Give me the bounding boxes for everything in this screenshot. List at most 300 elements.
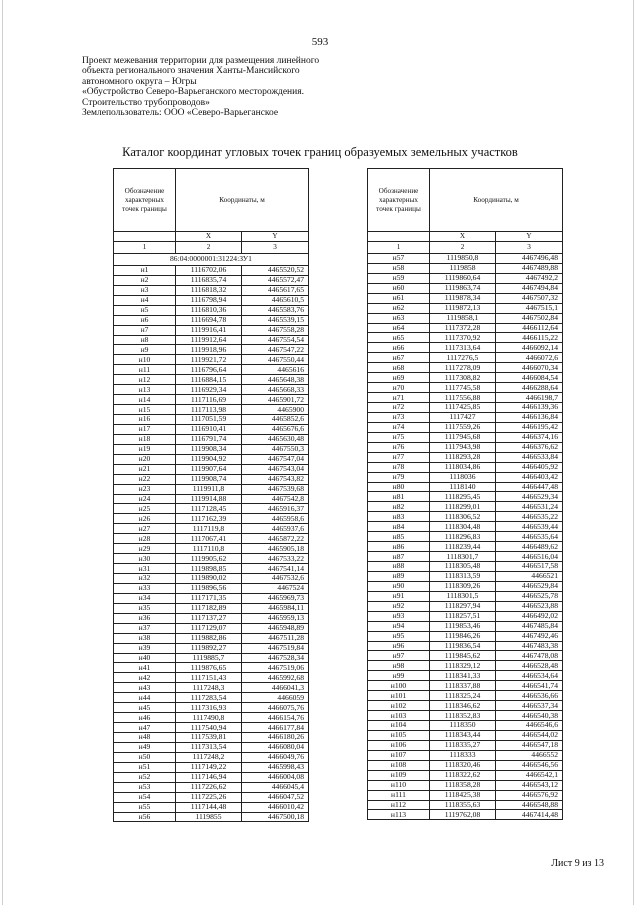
table-row — [114, 275, 309, 285]
table-row — [368, 303, 563, 313]
point-cell: н70 — [368, 383, 430, 393]
y-cell: 4466112,64 — [496, 323, 563, 333]
x-cell: 1119907,64 — [176, 464, 242, 474]
column-number: 2 — [430, 241, 496, 253]
point-cell: н3 — [114, 285, 176, 295]
coords-column-header: Координаты, м — [176, 169, 309, 232]
y-cell: 4466075,76 — [242, 703, 309, 713]
x-cell: 1117146,94 — [176, 772, 242, 782]
table-row — [114, 415, 309, 425]
table-row — [368, 721, 563, 731]
y-cell: 4467502,84 — [496, 313, 563, 323]
point-cell: н62 — [368, 303, 430, 313]
y-cell: 4466539,44 — [496, 522, 563, 532]
table-row — [368, 353, 563, 363]
x-cell: 1118305,48 — [430, 562, 496, 572]
x-cell: 1117556,88 — [430, 393, 496, 403]
x-cell: 1118295,45 — [430, 492, 496, 502]
x-cell: 1119858,1 — [430, 313, 496, 323]
x-cell: 1117149,22 — [176, 762, 242, 772]
table-row — [368, 661, 563, 671]
table-row — [114, 375, 309, 385]
y-cell: 4466489,62 — [496, 542, 563, 552]
table-row — [368, 502, 563, 512]
x-cell: 1117427 — [430, 412, 496, 422]
table-row — [114, 772, 309, 782]
y-cell: 4466049,76 — [242, 752, 309, 762]
point-cell: н29 — [114, 544, 176, 554]
y-cell: 4467519,06 — [242, 663, 309, 673]
point-cell: н76 — [368, 442, 430, 452]
table-row — [114, 653, 309, 663]
y-cell: 4466195,42 — [496, 422, 563, 432]
y-cell: 4466529,34 — [496, 492, 563, 502]
table-row — [368, 403, 563, 413]
x-cell: 1119846,26 — [430, 631, 496, 641]
y-cell: 4466536,66 — [496, 691, 563, 701]
y-cell: 4467489,88 — [496, 263, 563, 273]
y-cell: 4465998,43 — [242, 762, 309, 772]
point-cell: н112 — [368, 800, 430, 810]
table-row — [368, 631, 563, 641]
x-cell: 1118425,38 — [430, 790, 496, 800]
point-cell: н36 — [114, 613, 176, 623]
y-cell: 4466542,1 — [496, 770, 563, 780]
x-cell: 1119908,74 — [176, 474, 242, 484]
point-cell: н24 — [114, 494, 176, 504]
table-row — [114, 385, 309, 395]
point-cell: н26 — [114, 514, 176, 524]
point-cell: н30 — [114, 554, 176, 564]
y-cell: 4467507,32 — [496, 293, 563, 303]
x-cell: 1119878,34 — [430, 293, 496, 303]
point-cell: н12 — [114, 375, 176, 385]
x-cell: 1117276,5 — [430, 353, 496, 363]
table-row — [368, 412, 563, 422]
point-cell: н52 — [114, 772, 176, 782]
table-row — [114, 395, 309, 405]
point-cell: н110 — [368, 780, 430, 790]
point-cell: н92 — [368, 601, 430, 611]
table-row — [114, 454, 309, 464]
y-cell: 4465668,33 — [242, 385, 309, 395]
x-cell: 1118034,86 — [430, 462, 496, 472]
point-cell: н15 — [114, 405, 176, 415]
point-cell: н14 — [114, 395, 176, 405]
table-row — [368, 522, 563, 532]
y-cell: 4467496,48 — [496, 253, 563, 263]
y-cell: 4466447,48 — [496, 482, 563, 492]
point-cell: н16 — [114, 415, 176, 425]
point-cell: н4 — [114, 295, 176, 305]
table-row — [368, 581, 563, 591]
table-row — [368, 393, 563, 403]
y-column-header: Y — [242, 232, 309, 242]
table-row — [368, 671, 563, 681]
x-cell: 1119850,8 — [430, 253, 496, 263]
coordinates-table-left — [113, 168, 309, 822]
point-cell: н43 — [114, 683, 176, 693]
page-number: 593 — [311, 36, 329, 48]
point-cell: н27 — [114, 524, 176, 534]
table-row — [114, 315, 309, 325]
y-cell: 4467515,1 — [496, 303, 563, 313]
x-cell: 1118297,94 — [430, 601, 496, 611]
y-cell: 4466288,64 — [496, 383, 563, 393]
point-cell: н90 — [368, 581, 430, 591]
y-cell: 4467533,22 — [242, 554, 309, 564]
point-cell: н5 — [114, 305, 176, 315]
x-cell: 1119896,56 — [176, 583, 242, 593]
x-cell: 1118322,62 — [430, 770, 496, 780]
table-row — [368, 432, 563, 442]
table-row — [368, 571, 563, 581]
table-row — [368, 452, 563, 462]
point-cell: н69 — [368, 373, 430, 383]
x-cell: 1119892,27 — [176, 643, 242, 653]
column-number: 1 — [368, 241, 430, 253]
page-edge-right — [633, 0, 634, 905]
point-cell: н91 — [368, 591, 430, 601]
table-row — [368, 323, 563, 333]
table-row — [114, 693, 309, 703]
y-cell: 4466376,62 — [496, 442, 563, 452]
table-row — [114, 613, 309, 623]
point-cell: н105 — [368, 730, 430, 740]
table-row — [114, 583, 309, 593]
y-cell: 4466010,42 — [242, 802, 309, 812]
y-cell: 4467414,48 — [496, 810, 563, 820]
point-cell: н83 — [368, 512, 430, 522]
table-row — [114, 564, 309, 574]
y-cell: 4467541,14 — [242, 564, 309, 574]
table-body-left — [114, 265, 309, 822]
x-cell: 1118325,24 — [430, 691, 496, 701]
x-cell: 1118306,52 — [430, 512, 496, 522]
y-cell: 4466525,78 — [496, 591, 563, 601]
point-cell: н13 — [114, 385, 176, 395]
header-empty-cell — [114, 232, 176, 242]
y-cell: 4466084,54 — [496, 373, 563, 383]
point-cell: н50 — [114, 752, 176, 762]
y-cell: 4466533,84 — [496, 452, 563, 462]
y-cell: 4466045,4 — [242, 782, 309, 792]
y-cell: 4467485,84 — [496, 621, 563, 631]
point-cell: н58 — [368, 263, 430, 273]
point-cell: н42 — [114, 673, 176, 683]
point-cell: н64 — [368, 323, 430, 333]
table-row — [368, 333, 563, 343]
point-cell: н28 — [114, 534, 176, 544]
x-cell: 1117144,48 — [176, 802, 242, 812]
header-line: Землепользователь: ООО «Северо-Варьеганское — [82, 108, 279, 119]
point-cell: н87 — [368, 552, 430, 562]
x-cell: 1118337,88 — [430, 681, 496, 691]
y-cell: 4465958,6 — [242, 514, 309, 524]
y-cell: 4466535,64 — [496, 532, 563, 542]
table-row — [114, 673, 309, 683]
table-row — [368, 641, 563, 651]
y-cell: 4466537,34 — [496, 701, 563, 711]
point-cell: н82 — [368, 502, 430, 512]
table-row — [368, 730, 563, 740]
table-row — [114, 792, 309, 802]
y-cell: 4465676,6 — [242, 424, 309, 434]
y-cell: 4465969,73 — [242, 593, 309, 603]
point-cell: н6 — [114, 315, 176, 325]
y-cell: 4467492,2 — [496, 273, 563, 283]
x-cell: 1117128,45 — [176, 504, 242, 514]
table-row — [114, 464, 309, 474]
table-body-right — [368, 253, 563, 819]
point-cell: н60 — [368, 283, 430, 293]
y-cell: 4467478,08 — [496, 651, 563, 661]
table-row — [114, 752, 309, 762]
table-row — [114, 574, 309, 584]
x-cell: 1116835,74 — [176, 275, 242, 285]
y-cell: 4465900 — [242, 405, 309, 415]
x-cell: 1119904,92 — [176, 454, 242, 464]
table-row — [368, 363, 563, 373]
x-cell: 1118355,63 — [430, 800, 496, 810]
x-cell: 1117119,8 — [176, 524, 242, 534]
x-cell: 1118320,46 — [430, 760, 496, 770]
x-cell: 1117067,41 — [176, 534, 242, 544]
table-row — [114, 265, 309, 275]
y-column-header: Y — [496, 232, 563, 242]
point-cell: н94 — [368, 621, 430, 631]
table-row — [114, 593, 309, 603]
y-cell: 4465520,52 — [242, 265, 309, 275]
table-row — [114, 514, 309, 524]
y-cell: 4466534,64 — [496, 671, 563, 681]
x-cell: 1119860,64 — [430, 273, 496, 283]
column-number: 2 — [176, 241, 242, 253]
y-cell: 4465959,13 — [242, 613, 309, 623]
y-cell: 4466154,76 — [242, 713, 309, 723]
x-cell: 1119905,62 — [176, 554, 242, 564]
point-cell: н9 — [114, 345, 176, 355]
y-cell: 4467519,84 — [242, 643, 309, 653]
x-cell: 1116791,74 — [176, 434, 242, 444]
y-cell: 4467528,34 — [242, 653, 309, 663]
table-row — [114, 405, 309, 415]
y-cell: 4466405,92 — [496, 462, 563, 472]
x-cell: 1118299,01 — [430, 502, 496, 512]
x-cell: 1118350 — [430, 721, 496, 731]
table-row — [114, 603, 309, 613]
table-row — [368, 343, 563, 353]
x-cell: 1117372,28 — [430, 323, 496, 333]
table-row — [368, 532, 563, 542]
table-row — [114, 802, 309, 812]
x-cell: 1118296,83 — [430, 532, 496, 542]
y-cell: 4467554,54 — [242, 335, 309, 345]
x-cell: 1117226,62 — [176, 782, 242, 792]
table-row — [368, 253, 563, 263]
x-cell: 1119898,85 — [176, 564, 242, 574]
y-cell: 4465630,48 — [242, 434, 309, 444]
table-row — [114, 782, 309, 792]
table-row — [114, 534, 309, 544]
point-cell: н41 — [114, 663, 176, 673]
table-row — [114, 762, 309, 772]
point-cell: н73 — [368, 412, 430, 422]
x-cell: 1117151,43 — [176, 673, 242, 683]
table-row — [368, 770, 563, 780]
x-cell: 1118140 — [430, 482, 496, 492]
y-cell: 4467547,04 — [242, 454, 309, 464]
table-row — [368, 601, 563, 611]
y-cell: 4465572,47 — [242, 275, 309, 285]
x-cell: 1117225,26 — [176, 792, 242, 802]
x-cell: 1117745,58 — [430, 383, 496, 393]
y-cell: 4467492,46 — [496, 631, 563, 641]
y-cell: 4465872,22 — [242, 534, 309, 544]
point-cell: н10 — [114, 355, 176, 365]
point-cell: н61 — [368, 293, 430, 303]
table-row — [368, 273, 563, 283]
y-cell: 4466047,52 — [242, 792, 309, 802]
point-cell: н85 — [368, 532, 430, 542]
y-cell: 4466072,6 — [496, 353, 563, 363]
table-row — [114, 305, 309, 315]
point-cell: н78 — [368, 462, 430, 472]
header-line: автономного округа – Югры — [82, 76, 197, 87]
x-cell: 1119845,62 — [430, 651, 496, 661]
x-cell: 1116810,36 — [176, 305, 242, 315]
point-cell: н25 — [114, 504, 176, 514]
table-row — [114, 365, 309, 375]
x-cell: 1117313,64 — [430, 343, 496, 353]
table-row — [114, 295, 309, 305]
x-cell: 1119914,88 — [176, 494, 242, 504]
y-cell: 4466523,88 — [496, 601, 563, 611]
y-cell: 4466535,22 — [496, 512, 563, 522]
point-cell: н80 — [368, 482, 430, 492]
x-cell: 1117308,82 — [430, 373, 496, 383]
table-row — [114, 703, 309, 713]
y-cell: 4467532,6 — [242, 574, 309, 584]
y-cell: 4466059 — [242, 693, 309, 703]
x-cell: 1116798,94 — [176, 295, 242, 305]
table-row — [368, 542, 563, 552]
x-cell: 1117137,27 — [176, 613, 242, 623]
table-row — [368, 512, 563, 522]
x-cell: 1116929,34 — [176, 385, 242, 395]
x-cell: 1118301,5 — [430, 591, 496, 601]
point-cell: н84 — [368, 522, 430, 532]
y-cell: 4465648,38 — [242, 375, 309, 385]
y-cell: 4466136,84 — [496, 412, 563, 422]
table-row — [368, 383, 563, 393]
table-row — [368, 422, 563, 432]
x-cell: 1116818,32 — [176, 285, 242, 295]
x-cell: 1116796,64 — [176, 365, 242, 375]
x-cell: 1118335,27 — [430, 740, 496, 750]
point-cell: н18 — [114, 434, 176, 444]
table-row — [368, 621, 563, 631]
table-row — [114, 335, 309, 345]
y-cell: 4465905,18 — [242, 544, 309, 554]
table-row — [368, 780, 563, 790]
point-cell: н8 — [114, 335, 176, 345]
point-cell: н88 — [368, 562, 430, 572]
point-cell: н81 — [368, 492, 430, 502]
x-cell: 1118333 — [430, 750, 496, 760]
point-cell: н96 — [368, 641, 430, 651]
table-row — [114, 683, 309, 693]
y-cell: 4466080,04 — [242, 742, 309, 752]
table-row — [114, 544, 309, 554]
point-cell: н93 — [368, 611, 430, 621]
point-cell: н111 — [368, 790, 430, 800]
x-cell: 1119872,13 — [430, 303, 496, 313]
x-cell: 1119912,64 — [176, 335, 242, 345]
header-line: объекта регионального значения Ханты-Мансийского — [82, 66, 300, 77]
table-row — [368, 750, 563, 760]
table-row — [368, 810, 563, 820]
point-cell: н51 — [114, 762, 176, 772]
point-cell: н100 — [368, 681, 430, 691]
y-cell: 4465539,15 — [242, 315, 309, 325]
x-cell: 1117943,98 — [430, 442, 496, 452]
y-cell: 4466180,26 — [242, 733, 309, 743]
y-cell: 4465852,6 — [242, 415, 309, 425]
y-cell: 4465948,89 — [242, 623, 309, 633]
point-cell: н44 — [114, 693, 176, 703]
table-row — [114, 285, 309, 295]
point-cell: н77 — [368, 452, 430, 462]
header-line: Строительство трубопроводов» — [82, 97, 210, 108]
point-cell: н59 — [368, 273, 430, 283]
catalog-title: Каталог координат угловых точек границ образуемых земельных участков — [122, 145, 518, 159]
x-cell: 1118352,83 — [430, 711, 496, 721]
y-cell: 4466403,42 — [496, 472, 563, 482]
x-cell: 1117113,98 — [176, 405, 242, 415]
table-row — [368, 711, 563, 721]
point-cell: н99 — [368, 671, 430, 681]
y-cell: 4467500,18 — [242, 812, 309, 822]
x-cell: 1119876,65 — [176, 663, 242, 673]
point-cell: н67 — [368, 353, 430, 363]
parcel-id: 86:04:0000001:31224:ЗУ1 — [114, 253, 309, 265]
point-cell: н1 — [114, 265, 176, 275]
point-cell: н72 — [368, 403, 430, 413]
point-cell: н37 — [114, 623, 176, 633]
x-cell: 1119908,34 — [176, 444, 242, 454]
header-line: Проект межевания территории для размещения линейного — [82, 56, 320, 66]
x-cell: 1116884,15 — [176, 375, 242, 385]
y-cell: 4466529,84 — [496, 581, 563, 591]
y-cell: 4467550,44 — [242, 355, 309, 365]
table-row — [114, 742, 309, 752]
point-cell: н68 — [368, 363, 430, 373]
y-cell: 4466092,14 — [496, 343, 563, 353]
x-cell: 1119836,54 — [430, 641, 496, 651]
x-cell: 1118343,44 — [430, 730, 496, 740]
table-row — [368, 492, 563, 502]
table-row — [368, 591, 563, 601]
table-row — [368, 462, 563, 472]
coordinates-table-right — [367, 168, 563, 820]
point-column-header: Обозначение характерных точек границы — [368, 169, 430, 232]
point-cell: н108 — [368, 760, 430, 770]
table-row — [368, 681, 563, 691]
x-cell: 1119762,08 — [430, 810, 496, 820]
table-row — [114, 474, 309, 484]
point-cell: н32 — [114, 574, 176, 584]
